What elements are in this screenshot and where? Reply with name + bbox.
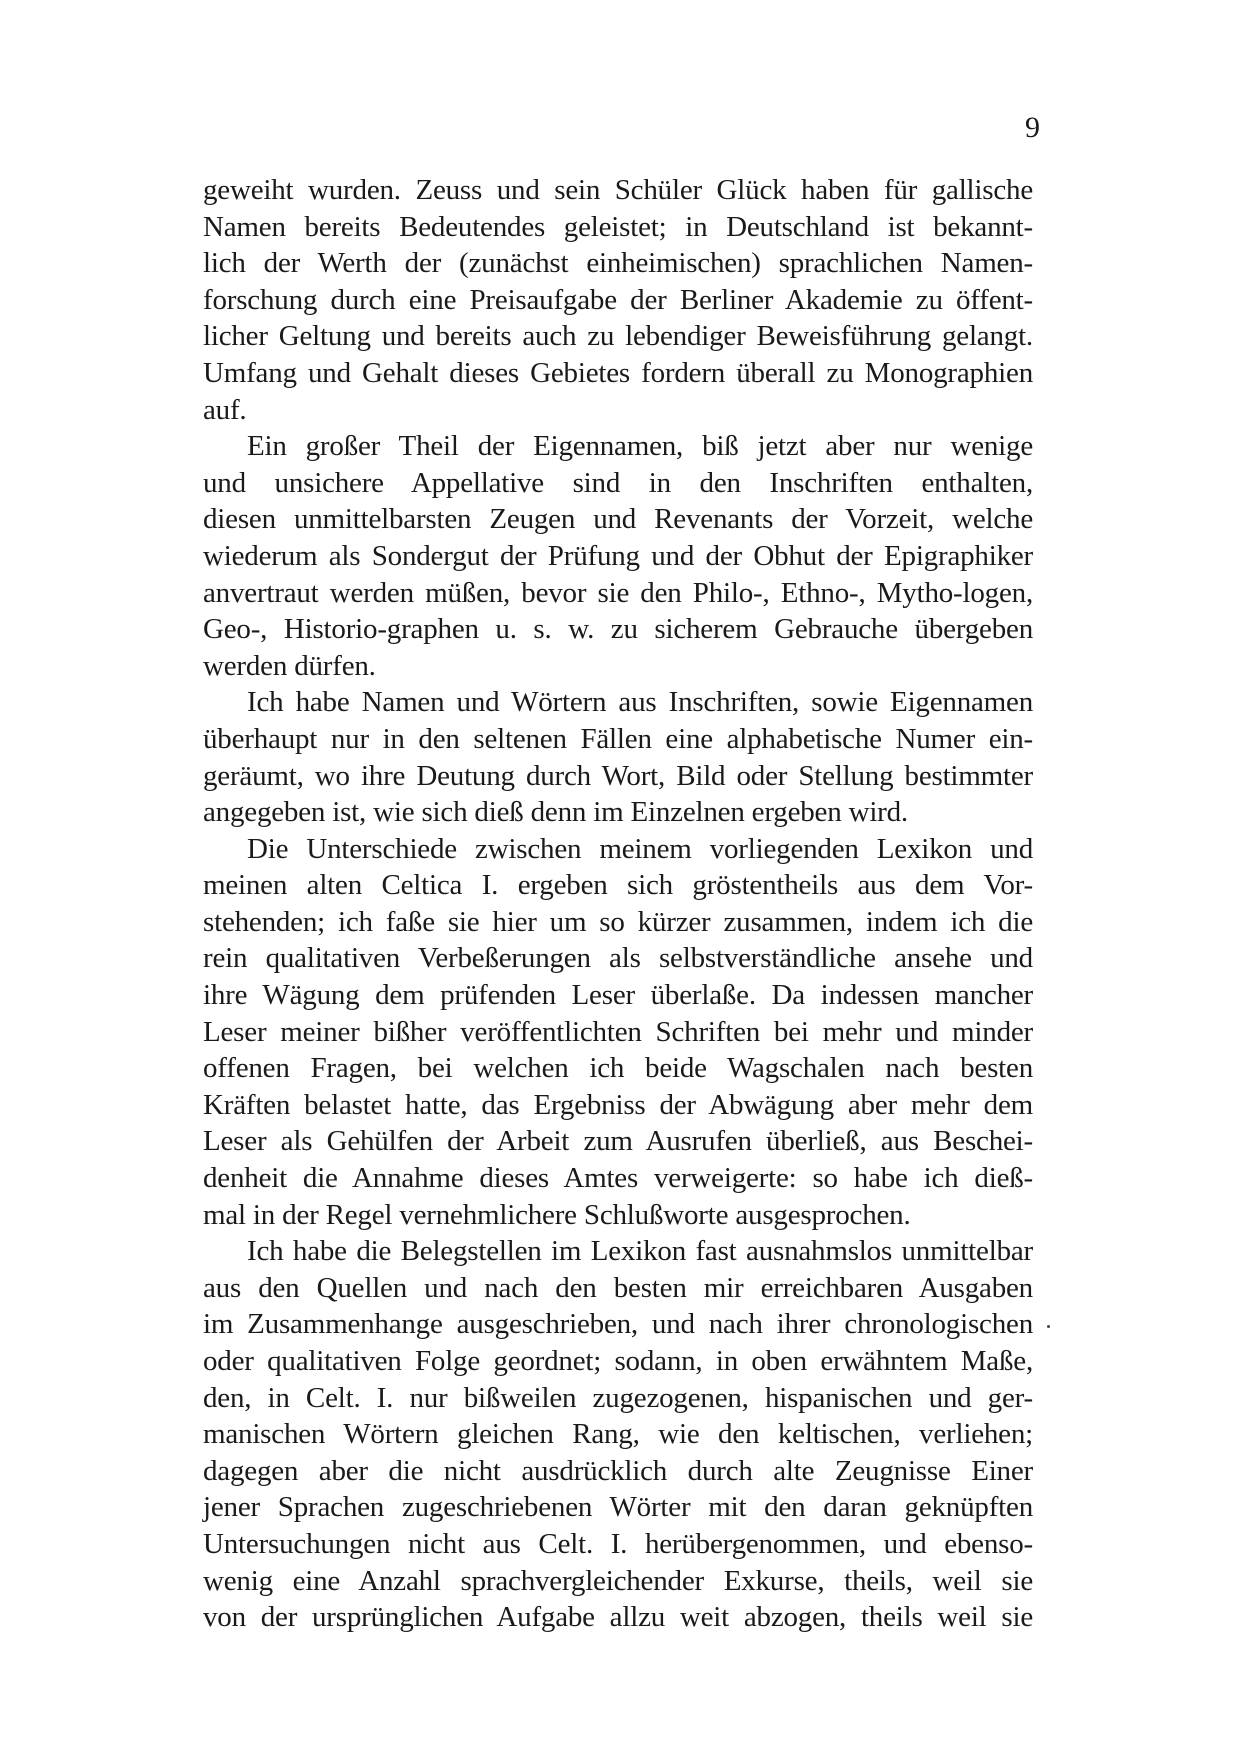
page-number: 9	[1025, 111, 1040, 144]
text-line: angegeben ist, wie sich dieß denn im Einzelnen ergeben wird.	[203, 796, 908, 829]
text-line: aus den Quellen und nach den besten mir erreichbaren Ausgaben	[203, 1271, 1033, 1304]
text-line: manischen Wörtern gleichen Rang, wie den keltischen, verliehen;	[203, 1418, 1033, 1451]
text-line: geweiht wurden. Zeuss und sein Schüler Glück haben für gallische	[203, 174, 1033, 206]
text-line: rein qualitativen Verbeßerungen als selbstverständliche ansehe und	[203, 942, 1033, 975]
text-line: und unsichere Appellative sind in den Inschriften enthalten,	[203, 466, 1033, 499]
text-line: von der ursprünglichen Aufgabe allzu weit abzogen, theils weil sie	[203, 1601, 1033, 1634]
text-line: Ich habe Namen und Wörtern aus Inschriften, sowie Eigennamen	[247, 686, 1033, 719]
text-line: werden dürfen.	[203, 649, 376, 682]
text-line: Untersuchungen nicht aus Celt. I. herübergenommen, und ebenso-	[203, 1527, 1033, 1560]
text-line: ihre Wägung dem prüfenden Leser überlaße. Da indessen mancher	[203, 979, 1033, 1012]
text-line: anvertraut werden müßen, bevor sie den Philo-, Ethno-, Mytho-logen,	[203, 576, 1033, 609]
text-line: Die Unterschiede zwischen meinem vorliegenden Lexikon und	[247, 832, 1033, 865]
text-line: diesen unmittelbarsten Zeugen und Revenants der Vorzeit, welche	[203, 503, 1033, 536]
text-line: licher Geltung und bereits auch zu lebendiger Beweisführung gelangt.	[203, 320, 1033, 353]
text-line: im Zusammenhange ausgeschrieben, und nach ihrer chronologischen	[203, 1308, 1033, 1341]
text-line: Kräften belastet hatte, das Ergebniss der Abwägung aber mehr dem	[203, 1088, 1033, 1121]
text-line: forschung durch eine Preisaufgabe der Berliner Akademie zu öffent-	[203, 283, 1033, 316]
text-line: Ich habe die Belegstellen im Lexikon fast ausnahmslos unmittelbar	[247, 1235, 1033, 1268]
text-line: dagegen aber die nicht ausdrücklich durch alte Zeugnisse Einer	[203, 1454, 1033, 1487]
text-line: Ein großer Theil der Eigennamen, biß jetzt aber nur wenige	[247, 430, 1033, 463]
text-line: wiederum als Sondergut der Prüfung und der Obhut der Epigraphiker	[203, 539, 1033, 572]
text-line: wenig eine Anzahl sprachvergleichender Exkurse, theils, weil sie	[203, 1564, 1033, 1597]
text-line: Leser als Gehülfen der Arbeit zum Ausrufen überließ, aus Beschei-	[203, 1125, 1033, 1158]
text-line: Umfang und Gehalt dieses Gebietes fordern überall zu Monographien	[203, 356, 1033, 389]
text-line: Leser meiner bißher veröffentlichten Schriften bei mehr und minder	[203, 1015, 1033, 1048]
text-line: überhaupt nur in den seltenen Fällen eine alphabetische Numer ein-	[203, 722, 1033, 755]
text-line: oder qualitativen Folge geordnet; sodann, in oben erwähntem Maße,	[203, 1345, 1033, 1377]
print-speck	[1047, 1325, 1050, 1328]
text-line: geräumt, wo ihre Deutung durch Wort, Bild oder Stellung bestimmter	[203, 759, 1033, 792]
text-line: auf.	[203, 393, 247, 426]
text-line: den, in Celt. I. nur bißweilen zugezogenen, hispanischen und ger-	[203, 1381, 1033, 1414]
text-line: Geo-, Historio-graphen u. s. w. zu sicherem Gebrauche übergeben	[203, 613, 1033, 646]
text-line: jener Sprachen zugeschriebenen Wörter mit den daran geknüpften	[203, 1491, 1033, 1524]
text-line: lich der Werth der (zunächst einheimischen) sprachlichen Namen-	[203, 247, 1033, 280]
text-line: offenen Fragen, bei welchen ich beide Wagschalen nach besten	[203, 1052, 1033, 1085]
text-line: mal in der Regel vernehmlichere Schlußworte ausgesprochen.	[203, 1198, 911, 1231]
body-text	[203, 172, 1033, 1636]
text-line: denheit die Annahme dieses Amtes verweigerte: so habe ich dieß-	[203, 1162, 1033, 1195]
text-line: meinen alten Celtica I. ergeben sich gröstentheils aus dem Vor-	[203, 869, 1033, 902]
text-line: Namen bereits Bedeutendes geleistet; in Deutschland ist bekannt-	[203, 210, 1033, 243]
text-line: stehenden; ich faße sie hier um so kürzer zusammen, indem ich die	[203, 905, 1033, 938]
